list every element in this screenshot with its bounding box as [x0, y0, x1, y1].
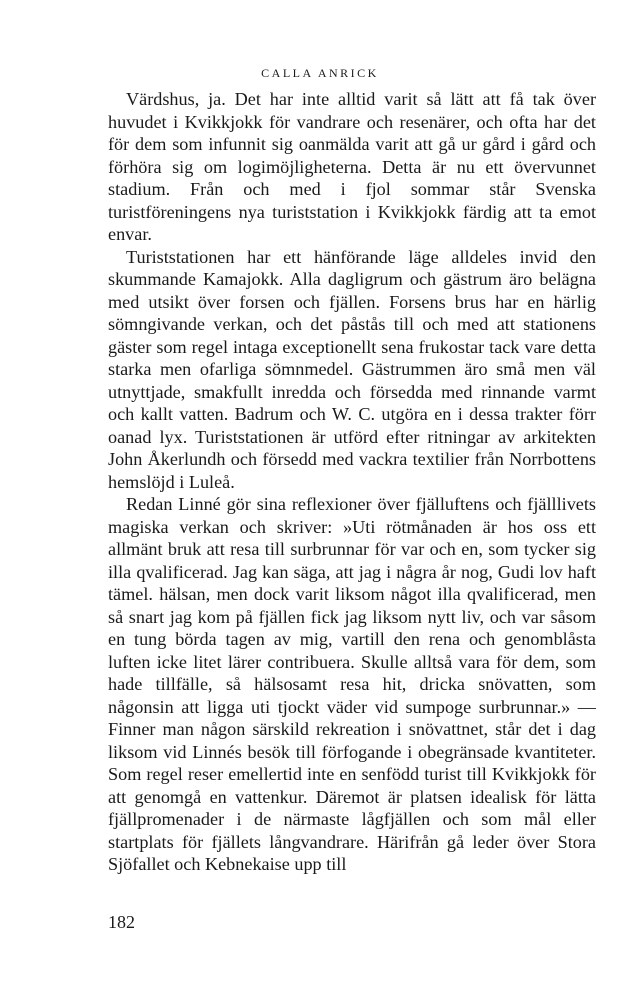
page-number: 182 [108, 912, 135, 932]
paragraph-1: Värdshus, ja. Det har inte alltid varit så lätt att få tak över huvudet i Kvikkjokk för vandrare och resenärer, och ofta har det för dem som infunnit sig oanmälda varit att gå ur gård i gård och förhöra sig om logimöjligheterna. Detta är nu ett övervunnet stadium. Från och med i fjol sommar står Svenska turistföreningens nya turiststation i Kvikkjokk färdig att ta emot envar. [108, 89, 596, 244]
running-head: CALLA ANRICK [261, 66, 379, 80]
paragraph-2: Turiststationen har ett hänförande läge alldeles invid den skummande Kamajokk. Alla dagligrum och gästrum äro belägna med utsikt över forsen och fjällen. Forsens brus har en härlig sömngivande verkan, och det påstås till och med att stationens gäster som regel intaga exceptionellt sena frukostar tack vare detta starka men ofarliga sömnmedel. Gästrummen äro små men väl utnyttjade, smakfullt inredda och försedda med rinnande varmt och kallt vatten. Badrum och W. C. utgöra en i dessa trakter förr oanad lyx. Turiststationen är utförd efter ritningar av arkitekten John Åkerlundh och försedd med vackra textilier från Norrbottens hemslöjd i Luleå. [108, 246, 596, 492]
paragraph-3: Redan Linné gör sina reflexioner över fjälluftens och fjälllivets magiska verkan och skriver: »Uti rötmånaden är hos oss ett allmänt bruk att resa till surbrunnar för var och en, som tycker sig illa qvalificerad. Jag kan säga, att jag i några år nog, Gudi lov haft tämel. hälsan, men dock varit liksom något illa qvalificerad, men så snart jag kom på fjällen fick jag liksom nytt liv, och var såsom en tung börda tagen av mig, vartill den rena och genomblåsta luften icke litet lärer contribuera. Skulle alltså vara för dem, som hade tillfälle, så hälsosamt resa hit, dricka snövatten, som någonsin att ligga uti tjockt väder vid sumpoge surbrunnar.» — Finner man någon särskild rekreation i snövattnet, står det i dag liksom vid Linnés besök till förfogande i obegränsade kvantiteter. Som regel reser emellertid inte en senfödd turist till Kvikkjokk för att genomgå en vattenkur. Däremot är platsen idealisk för lätta fjällpromenader i de närmaste lågfjällen och som mål eller startplats för fjällets långvandrare. Härifrån gå leder över Stora Sjöfallet och Kebnekaise upp till [108, 494, 596, 874]
body-text [108, 88, 596, 876]
